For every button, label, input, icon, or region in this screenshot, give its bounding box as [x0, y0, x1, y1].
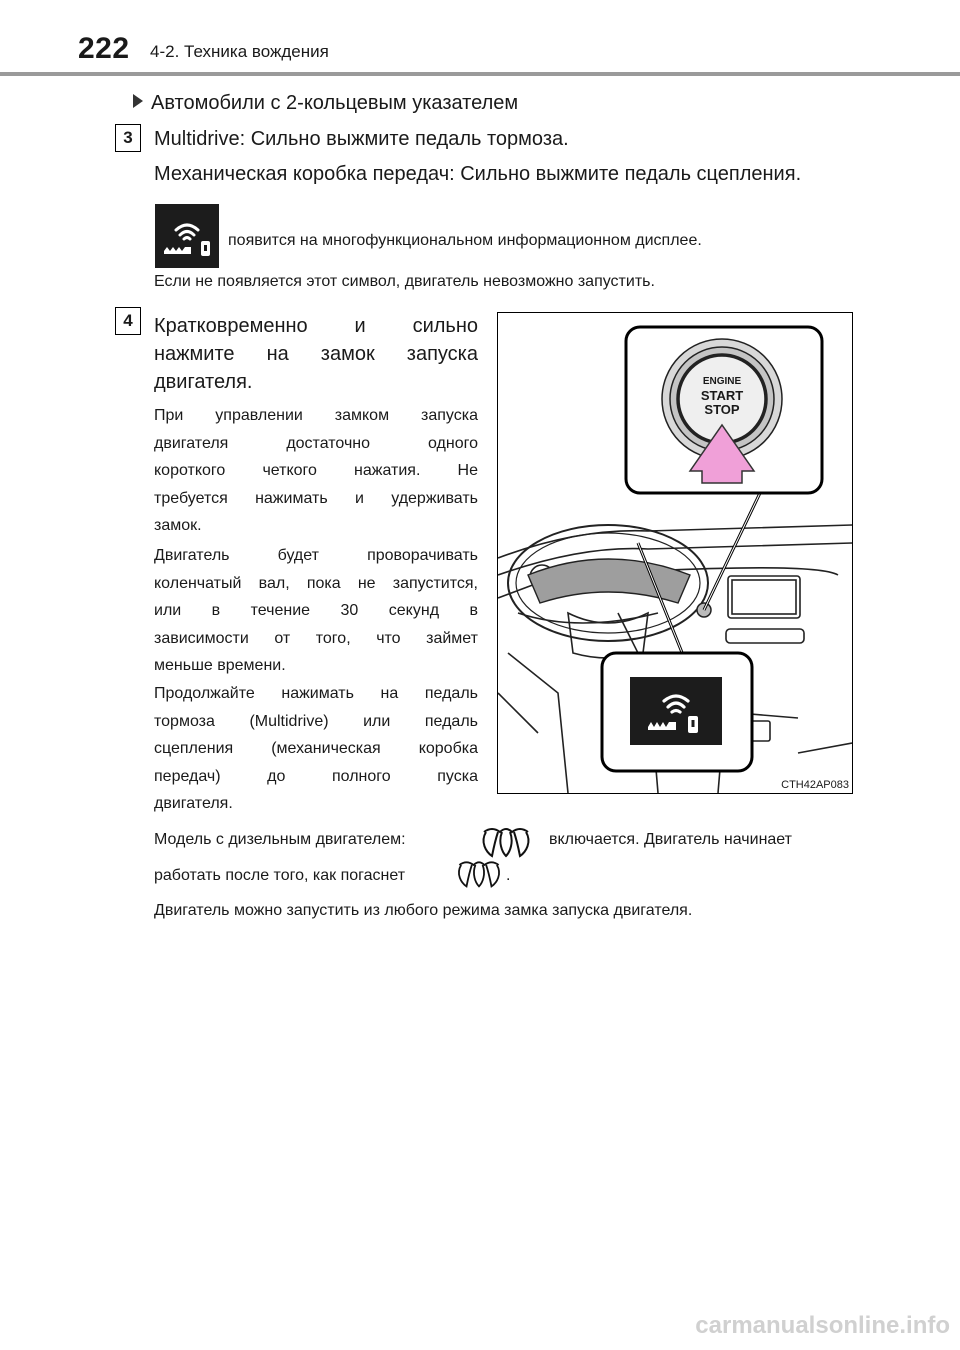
step-4-paragraph-3	[154, 680, 478, 818]
diesel-part4: .	[506, 867, 511, 884]
step-4-heading-line: Кратковременно и сильно	[154, 315, 478, 337]
icon-caption: появится на многофункциональном информационном дисплее.	[228, 232, 702, 249]
paragraph-line: или в течение 30 секунд в	[154, 602, 478, 619]
glow-plug-icon	[454, 856, 504, 890]
button-label-line1: ENGINE	[702, 376, 742, 387]
diesel-part2: включается. Двигатель начинает	[549, 831, 792, 848]
step-3-badge: 3	[115, 124, 141, 152]
step-4-paragraph-1	[154, 402, 478, 540]
step-4-badge: 4	[115, 307, 141, 335]
paragraph-line: замок.	[154, 517, 202, 534]
bullet-heading	[133, 92, 518, 115]
paragraph-line: зависимости от того, что займет	[154, 629, 478, 647]
step-3-note: Если не появляется этот символ, двигатель невозможно запустить.	[154, 273, 655, 290]
section-title: 4-2. Техника вождения	[150, 42, 329, 61]
paragraph-line: передач) до полного пуска	[154, 767, 478, 785]
watermark: carmanualsonline.info	[695, 1312, 950, 1339]
paragraph-line: коленчатый вал, пока не запустится,	[154, 574, 478, 592]
paragraph-line: двигателя достаточно одного	[154, 434, 478, 452]
illustration-code: CTH42AP083	[781, 779, 849, 791]
paragraph-line: тормоза (Multidrive) или педаль	[154, 712, 478, 730]
step-4-heading	[154, 312, 478, 396]
paragraph-line: требуется нажимать и удерживать	[154, 489, 478, 507]
step-4-heading-line: нажмите на замок запуска	[154, 343, 478, 365]
header-rule	[0, 72, 960, 76]
button-label-line3: STOP	[704, 402, 740, 417]
step-4-heading-line: двигателя.	[154, 371, 253, 393]
step-4-paragraph-2	[154, 542, 478, 680]
paragraph-line: сцепления (механическая коробка	[154, 740, 478, 757]
immobilizer-indicator-icon	[155, 204, 219, 268]
step-3-line2: Механическая коробка передач: Сильно выжмите педаль сцепления.	[154, 163, 802, 185]
button-label-line2: START	[700, 388, 744, 403]
paragraph-line: короткого четкого нажатия. Не	[154, 462, 478, 479]
bullet-triangle-icon	[133, 94, 143, 108]
paragraph-line: двигателя.	[154, 795, 233, 812]
final-note: Двигатель можно запустить из любого режима замка запуска двигателя.	[154, 902, 693, 919]
step-3-line1: Multidrive: Сильно выжмите педаль тормоза.	[154, 128, 569, 150]
paragraph-line: меньше времени.	[154, 657, 286, 674]
engine-start-stop-button	[688, 375, 756, 417]
page-number: 222	[78, 32, 130, 65]
paragraph-line: Двигатель будет проворачивать	[154, 547, 478, 564]
bullet-heading-text: Автомобили с 2-кольцевым указателем	[151, 92, 519, 114]
diesel-part3: работать после того, как погаснет	[154, 867, 406, 884]
diesel-part1: Модель с дизельным двигателем:	[154, 831, 406, 848]
engine-start-illustration	[497, 312, 853, 794]
paragraph-line: При управлении замком запуска	[154, 407, 478, 424]
glow-plug-icon	[478, 822, 534, 860]
paragraph-line: Продолжайте нажимать на педаль	[154, 685, 478, 702]
